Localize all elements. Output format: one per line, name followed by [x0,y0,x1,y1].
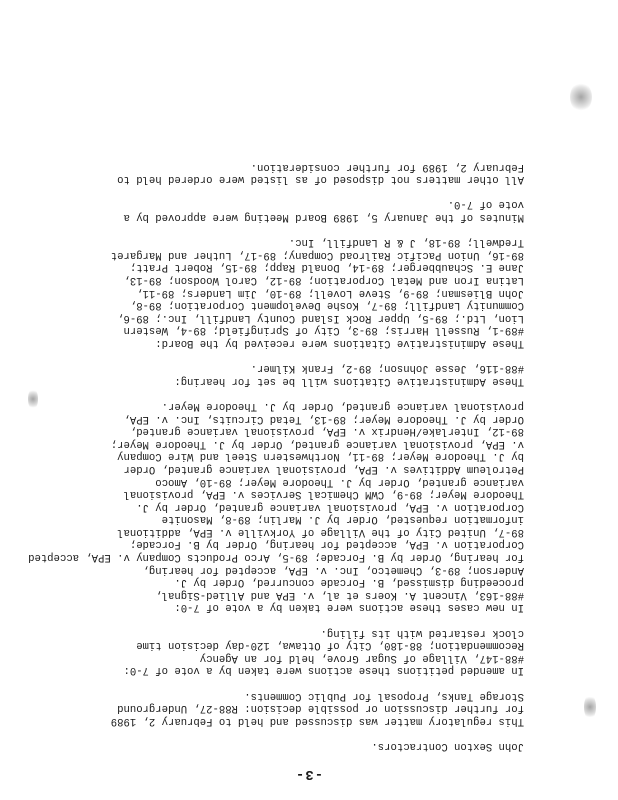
text-line: clock restarted with its filing. [320,626,524,639]
text-line: Latina Iron and Metal Corporation; 89-12, Carol Woodson; 89-13, [123,274,524,287]
text-line: John Sexton Contractors. [371,740,524,752]
text-line: #88-147, Village of Sugar Grove, held for an Agency [199,651,524,664]
text-line: These Administrative Citations will be set for hearing: [174,374,524,387]
text-line: vote of 7-0. [447,198,524,211]
paragraph [44,626,524,676]
paragraph [44,689,524,727]
text-line: Order by J. Theodore Meyer; 89-13, Tetad Circuits, Inc. v. EPA, [123,412,524,425]
text-line: February 2, 1989 for further consideration. [250,160,524,173]
text-line: 89-16, Union Pacific Railroad Company; 89-17, Luther and Margaret [110,248,524,261]
text-line: Tredwell; 89-18, J & R Landfill, Inc. [288,236,524,249]
text-line: v. EPA, provisional variance granted, Order by J. Theodore Meyer; [110,437,524,450]
paragraph [28,399,524,614]
text-line: Corporation v. EPA, accepted for hearing, Order by B. Forcade; [129,538,524,551]
text-line: #88-116, Jesse Johnson; 89-2, Frank Kilmer. [250,362,524,375]
text-line: #88-163, Vincent A. Koers et al, v. EPA and Allied-Signal, [155,588,524,601]
text-line: Recommendation; 88-180, City of Ottawa, 120-day decision time [136,639,524,652]
paragraph [44,739,524,752]
text-line: provisional variance granted, Order by J. Theodore Meyer. [161,399,524,412]
text-line: Anderson; 89-3, Chemetco, Inc. v. EPA, accepted for hearing, [142,563,524,576]
text-line: Minutes of the January 5, 1989 Board Meeting were approved by a [123,211,524,224]
page-number: -3- [294,766,324,782]
text-line: information requested, Order by J. Marlin; 89-8, Masonite [161,513,524,526]
minutes-body [28,148,524,753]
text-line: 89-12, Interlake/Hendrix v. EPA, provisional variance granted, [129,425,524,438]
text-line: Theodore Meyer; 89-9, CWM Chemical Services v. EPA, provisional [123,488,524,501]
text-line: #89-1, Russell Harris; 89-3, City of Springfield; 89-4, Western [123,324,524,337]
punch-hole-mark [570,82,592,112]
text-line: for hearing, Order by B. Forcade; 89-5, Arco Products Company v. EPA, accepted [28,551,524,564]
paragraph [44,160,524,185]
text-line: variance granted, Order by J. Theodore Meyer; 89-10, Amoco [155,475,524,488]
paragraph [44,362,524,387]
text-line: Petroleum Additives v. EPA, provisional variance granted, Order [123,462,524,475]
text-line: All other matters not disposed of as listed were ordered held to [117,173,524,186]
text-line: Jane E. Schaubberger; 89-14, Donald Rapp; 89-15, Robert Pratt; [129,261,524,274]
paragraph [44,236,524,349]
punch-hole-mark [28,388,38,410]
paragraph [44,198,524,223]
text-line: by J. Theodore Meyer; 89-11, Northwestern Steel and Wire Company [117,450,524,463]
text-line: This regulatory matter was discussed and held to February 2, 1989 [110,714,524,727]
text-line: Community Landfill; 89-7, Koshe Development Corporation; 89-8, [129,299,524,312]
text-line: proceeding dismissed, B. Forcade concurred, Order by J. [174,576,524,589]
text-line: for further discussion or possible decision: R88-27, Underground [117,702,524,715]
text-line: In amended petitions these actions were taken by a vote of 7-0: [123,664,524,677]
text-line: Corporation v. EPA, provisional variance granted, Order by J. [136,500,524,513]
text-line: John Bliesman; 89-9, Steve Lovell; 89-10, Jim Landers; 89-11, [136,286,524,299]
text-line: 89-7, United City of the Village of Yorkville v. EPA, additional [117,525,524,538]
text-line: In new cases these actions were taken by a vote of 7-0: [174,601,524,614]
text-line: These Administrative Citations were received by the Board: [155,337,524,349]
punch-hole-mark [584,694,596,720]
text-line: Storage Tanks, Proposal for Public Comments. [244,689,524,702]
text-line: Lion, Ltd.; 89-5, Upper Rock Island County Landfill, Inc.; 89-6, [117,311,524,324]
